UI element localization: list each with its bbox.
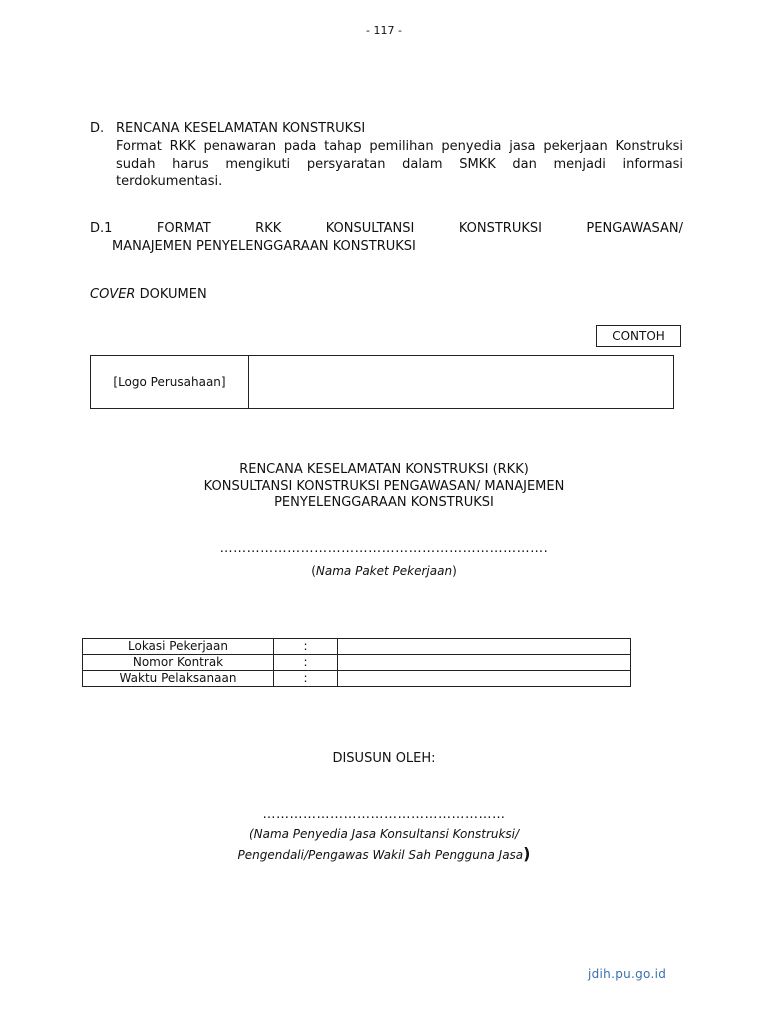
- d1-word: PENGAWASAN/: [586, 221, 683, 236]
- table-row: [83, 655, 631, 671]
- logo-placeholder: [Logo Perusahaan]: [91, 356, 249, 408]
- penyedia-caption: [0, 825, 768, 865]
- project-info-table: [82, 638, 631, 687]
- cover-rest: DOKUMEN: [135, 287, 207, 302]
- penyedia-line2: Pengendali/Pengawas Wakil Sah Pengguna Jasa: [237, 848, 524, 862]
- table-row: [83, 639, 631, 655]
- cover-dokumen-label: [90, 287, 207, 302]
- paket-open-paren: (: [311, 564, 316, 578]
- paket-close-paren: ): [452, 564, 457, 578]
- document-title-line2: KONSULTANSI KONSTRUKSI PENGAWASAN/ MANAJEMEN: [203, 478, 565, 494]
- cover-italic: COVER: [90, 287, 136, 302]
- info-label: Nomor Kontrak: [83, 655, 274, 671]
- paket-label: Nama Paket Pekerjaan: [315, 564, 453, 578]
- table-row: [83, 671, 631, 687]
- penyedia-line1: (Nama Penyedia Jasa Konsultansi Konstruksi/: [248, 827, 520, 841]
- info-colon: :: [274, 639, 338, 655]
- penyedia-line2-wrap: [0, 844, 768, 865]
- company-header-box: [90, 355, 674, 409]
- info-label: Lokasi Pekerjaan: [83, 639, 274, 655]
- d1-word: KONSTRUKSI: [458, 221, 542, 236]
- disusun-oleh: DISUSUN OLEH:: [332, 751, 436, 766]
- d1-word: D.1: [90, 221, 113, 236]
- subsection-d1-line2: MANAJEMEN PENYELENGGARAAN KONSTRUKSI: [112, 238, 416, 254]
- subsection-d1-heading: [90, 220, 683, 255]
- document-title-line1: RENCANA KESELAMATAN KONSTRUKSI (RKK): [239, 462, 529, 477]
- contoh-box: CONTOH: [596, 325, 681, 347]
- footer-url: jdih.pu.go.id: [588, 967, 667, 981]
- paket-caption: [0, 564, 768, 578]
- d1-word: RKK: [255, 221, 282, 236]
- info-colon: :: [274, 671, 338, 687]
- d1-word: FORMAT: [156, 221, 211, 236]
- page-number: - 117 -: [366, 24, 402, 37]
- d1-word: KONSULTANSI: [325, 221, 415, 236]
- paket-dots-line: ……………………………………………………………….: [219, 541, 549, 556]
- section-d-title: RENCANA KESELAMATAN KONSTRUKSI: [116, 121, 366, 136]
- section-d-letter: D.: [90, 121, 105, 136]
- section-d-body: Format RKK penawaran pada tahap pemilihan penyedia jasa pekerjaan Konstruksi sudah harus mengikuti persyaratan dalam SMKK dan menjadi informasi terdokumentasi.: [116, 139, 683, 189]
- penyedia-dots-line: ………………………………………………: [262, 807, 506, 822]
- subsection-d1-line1: [90, 220, 683, 238]
- penyedia-close-paren: ): [523, 844, 531, 863]
- info-label: Waktu Pelaksanaan: [83, 671, 274, 687]
- info-colon: :: [274, 655, 338, 671]
- info-value: [338, 655, 631, 671]
- info-value: [338, 671, 631, 687]
- info-value: [338, 639, 631, 655]
- document-title-line3: PENYELENGGARAAN KONSTRUKSI: [274, 495, 494, 510]
- document-title: [0, 462, 768, 512]
